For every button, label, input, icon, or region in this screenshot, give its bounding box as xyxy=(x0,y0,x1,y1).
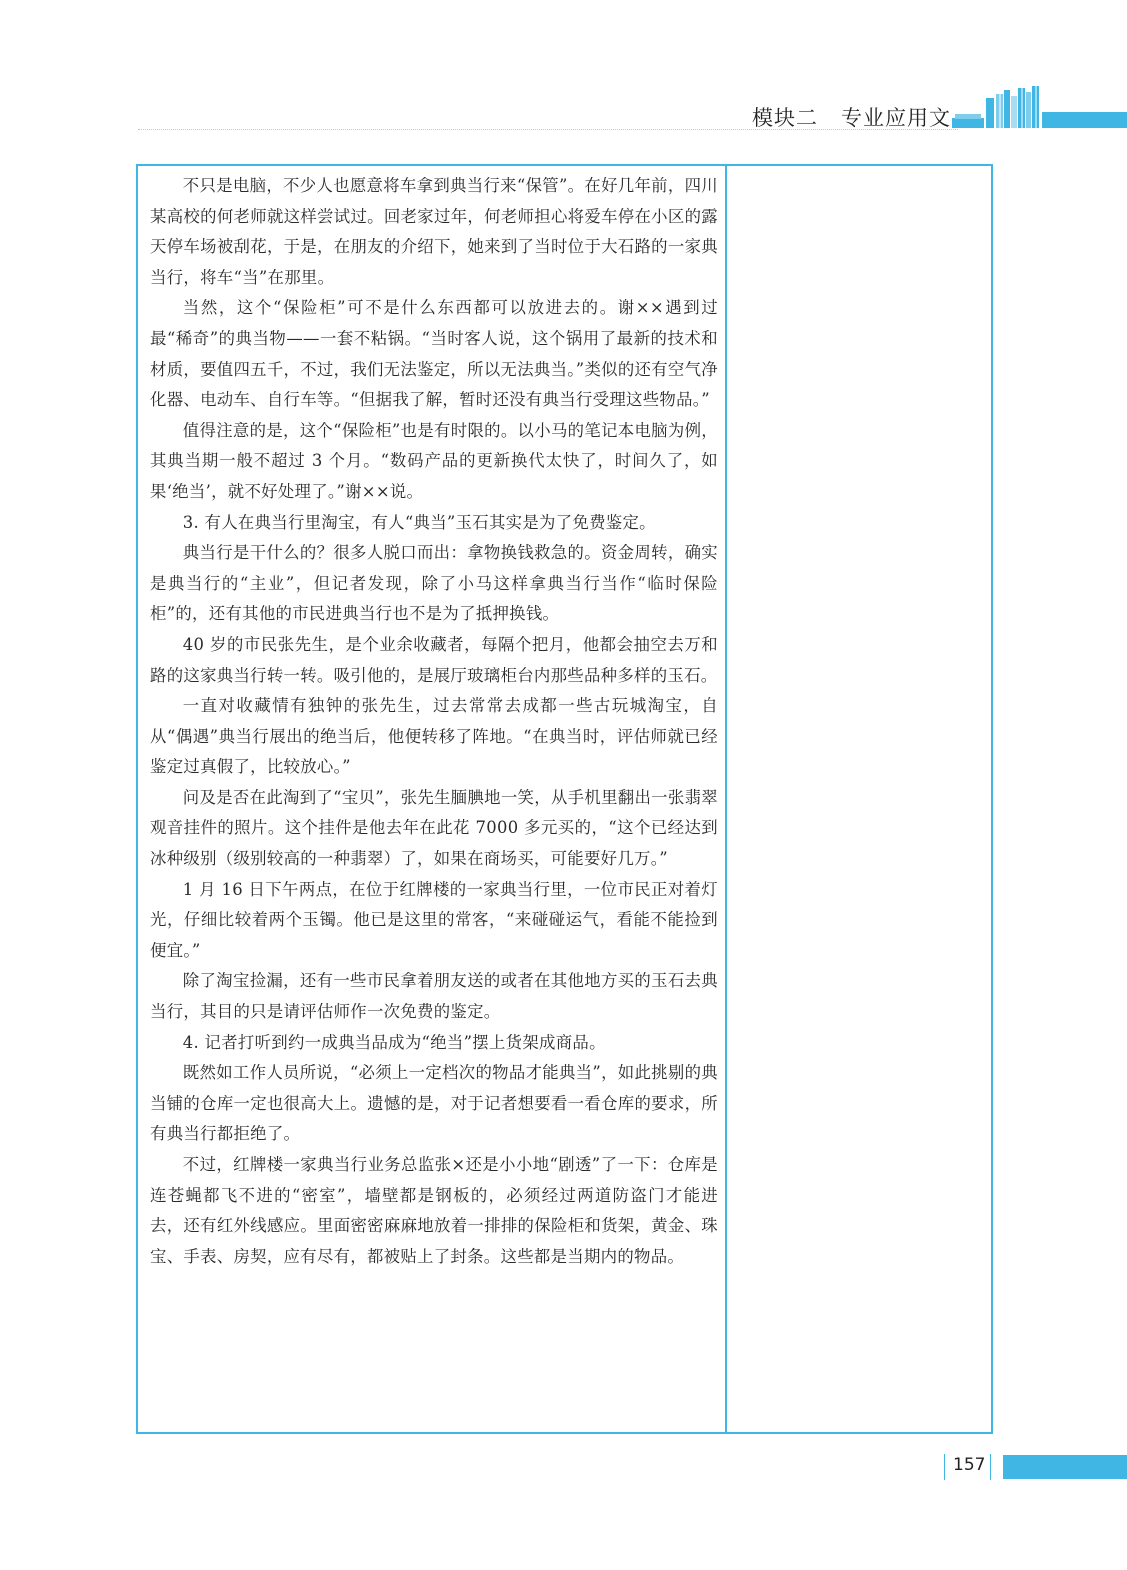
content-frame xyxy=(136,164,993,1434)
module-label: 模块二 xyxy=(752,106,818,130)
paragraph: 除了淘宝捡漏，还有一些市民拿着朋友送的或者在其他地方买的玉石去典当行，其目的只是请评估师作一次免费的鉴定。 xyxy=(150,971,718,1022)
paragraph: 当然，这个“保险柜”可不是什么东西都可以放进去的。谢××遇到过最“稀奇”的典当物——一套不粘锅。“当时客人说，这个锅用了最新的技术和材质，要值四五千，不过，我们无法鉴定，所以无法典当。”类似的还有空气净化器、电动车、自行车等。“但据我了解，暂时还没有典当行受理这些物品。” xyxy=(150,298,718,410)
running-header xyxy=(752,102,951,132)
paragraph: 问及是否在此淘到了“宝贝”，张先生腼腆地一笑，从手机里翻出一张翡翠观音挂件的照片。这个挂件是他去年在此花 7000 多元买的，“这个已经达到冰种级别（级别较高的一种翡翠）了，如果在商场买，可能要好几万。” xyxy=(150,787,718,869)
section-heading: 3. 有人在典当行里淘宝，有人“典当”玉石其实是为了免费鉴定。 xyxy=(182,512,656,532)
paragraph: 值得注意的是，这个“保险柜”也是有时限的。以小马的笔记本电脑为例，其典当期一般不超过 3 个月。“数码产品的更新换代太快了，时间久了，如果‘绝当’，就不好处理了。”谢××说。 xyxy=(150,420,718,501)
paragraph: 既然如工作人员所说，“必须上一定档次的物品才能典当”，如此挑剔的典当铺的仓库一定也很高大上。遗憾的是，对于记者想要看一看仓库的要求，所有典当行都拒绝了。 xyxy=(150,1063,718,1144)
paragraph: 不过，红牌楼一家典当行业务总监张×还是小小地“剧透”了一下：仓库是连苍蝇都飞不进的“密室”，墙壁都是钢板的，必须经过两道防盗门才能进去，还有红外线感应。里面密密麻麻地放着一排排的保险柜和货架，黄金、珠宝、手表、房契，应有尽有，都被贴上了封条。这些都是当期内的物品。 xyxy=(150,1155,718,1266)
page-number-divider xyxy=(944,1454,945,1480)
paragraph: 典当行是干什么的？很多人脱口而出：拿物换钱救急的。资金周转，确实是典当行的“主业”，但记者发现，除了小马这样拿典当行当作“临时保险柜”的，还有其他的市民进典当行也不是为了抵押换钱。 xyxy=(150,543,718,624)
page-number-divider xyxy=(990,1454,991,1480)
book-stack-icon xyxy=(952,84,1127,130)
page-number: 157 xyxy=(953,1455,986,1475)
paragraph: 1 月 16 日下午两点，在位于红牌楼的一家典当行里，一位市民正对着灯光，仔细比较着两个玉镯。他已是这里的常客，“来碰碰运气，看能不能捡到便宜。” xyxy=(150,879,718,960)
paragraph: 40 岁的市民张先生，是个业余收藏者，每隔个把月，他都会抽空去万和路的这家典当行转一转。吸引他的，是展厅玻璃柜台内那些品种多样的玉石。 xyxy=(150,634,718,685)
section-label: 专业应用文 xyxy=(841,106,952,130)
article-body xyxy=(150,171,718,1272)
paragraph: 一直对收藏情有独钟的张先生，过去常常去成都一些古玩城淘宝，自从“偶遇”典当行展出的绝当后，他便转移了阵地。“在典当时，评估师就已经鉴定过真假了，比较放心。” xyxy=(150,696,718,777)
paragraph: 不只是电脑，不少人也愿意将车拿到典当行来“保管”。在好几年前，四川某高校的何老师就这样尝试过。回老家过年，何老师担心将爱车停在小区的露天停车场被刮花，于是，在朋友的介绍下，她来到了当时位于大石路的一家典当行，将车“当”在那里。 xyxy=(150,176,718,287)
margin-column-divider xyxy=(725,166,727,1432)
footer-color-block xyxy=(1003,1455,1127,1479)
section-heading: 4. 记者打听到约一成典当品成为“绝当”摆上货架成商品。 xyxy=(182,1032,606,1052)
